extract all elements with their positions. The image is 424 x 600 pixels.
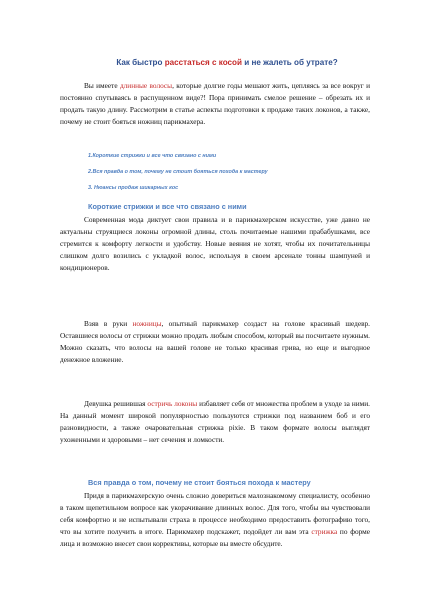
toc-item-1[interactable]: 1.Короткие стрижки и все что связано с ними — [88, 153, 217, 159]
toc-item-3[interactable]: 3. Нюансы продаж шикарных кос — [88, 185, 179, 191]
intro-text-end: , которые долгие годы мешают жить, цепляясь за все вокруг и постоянно спутываясь в распущенном виде?! Пора принимать смелое решение – обрезать их и продать такую длину. Рассмотрим в статье аспекты подготовки к продаже таких локонов, а также, почему не стоит бояться ножниц парикмахера. — [60, 81, 370, 126]
section1-p2-end: , опытный парикмахер создаст на голове красивый шедевр. Оставшиеся волосы от стрижки можно продать любым способом, который вы посчитаете нужным. Можно сказать, что волосы на вашей голове не только красивая грива, но еще и выгодное денежное вложение. — [60, 319, 370, 364]
section1-p3-start: Девушка решившая — [84, 399, 148, 408]
section2-heading: Вся правда о том, почему не стоит бояться похода к мастеру — [88, 478, 311, 487]
section1-paragraph-1 — [60, 214, 370, 274]
intro-paragraph — [60, 80, 370, 128]
section1-p2-start: Взяв в руки — [84, 319, 133, 328]
section1-p1-text: Современная мода диктует свои правила и в парикмахерском искусстве, уже давно не актуальны струящиеся локоны огромной длины, столь почитаемые нашими прабабушками, все стремится к комфорту легкости и удобству. Новые веяния не хотят, чтобы их почитательницы слишком долго возились с укладкой волос, используя в своем арсенале тонны шампуней и кондиционеров. — [60, 215, 370, 272]
section1-paragraph-2 — [60, 318, 370, 366]
section2-paragraph-1 — [60, 490, 370, 550]
title-part-2: и не жалеть об утрате? — [241, 58, 338, 67]
section2-p1-red: стрижка — [311, 527, 338, 536]
title-highlight: расстаться с косой — [164, 58, 242, 67]
intro-text-start: Вы имеете — [84, 81, 120, 90]
intro-red-phrase: длинные волосы — [119, 81, 173, 90]
section1-p3-end: избавляет себя от множества проблем в уходе за ними. На данный момент широкой популярностью пользуются стрижки под названием боб и его разновидности, а также очаровательная стрижка pixie. В таком формате волосы выглядят ухоженными и здоровыми – нет сечения и ломкости. — [60, 399, 370, 444]
page-title — [0, 58, 424, 67]
section1-p3-red: остричь локоны — [147, 399, 198, 408]
title-part-1: Как быстро — [116, 58, 165, 67]
section2-p1-end: по форме лица и возможно внесет свои коррективы, которые вы вместе обсудите. — [60, 527, 370, 548]
section2-p1-start: Придя в парикмахерскую очень сложно довериться малознакомому специалисту, особенно в таком щепетильном вопросе как укорачивание длинных волос. Для того, чтобы вы чувствовали себя комфортно и не испытывали страха в процессе необходимо предоставить фотографию того, что вы хотите получить в итоге. Парикмахер подскажет, подойдет ли вам эта — [60, 491, 370, 536]
toc-item-2[interactable]: 2.Вся правда о том, почему не стоит бояться похода к мастеру — [88, 169, 268, 175]
section1-heading: Короткие стрижки и все что связано с ними — [88, 202, 247, 211]
section1-p2-red: ножницы — [132, 319, 162, 328]
section1-paragraph-3 — [60, 398, 370, 446]
